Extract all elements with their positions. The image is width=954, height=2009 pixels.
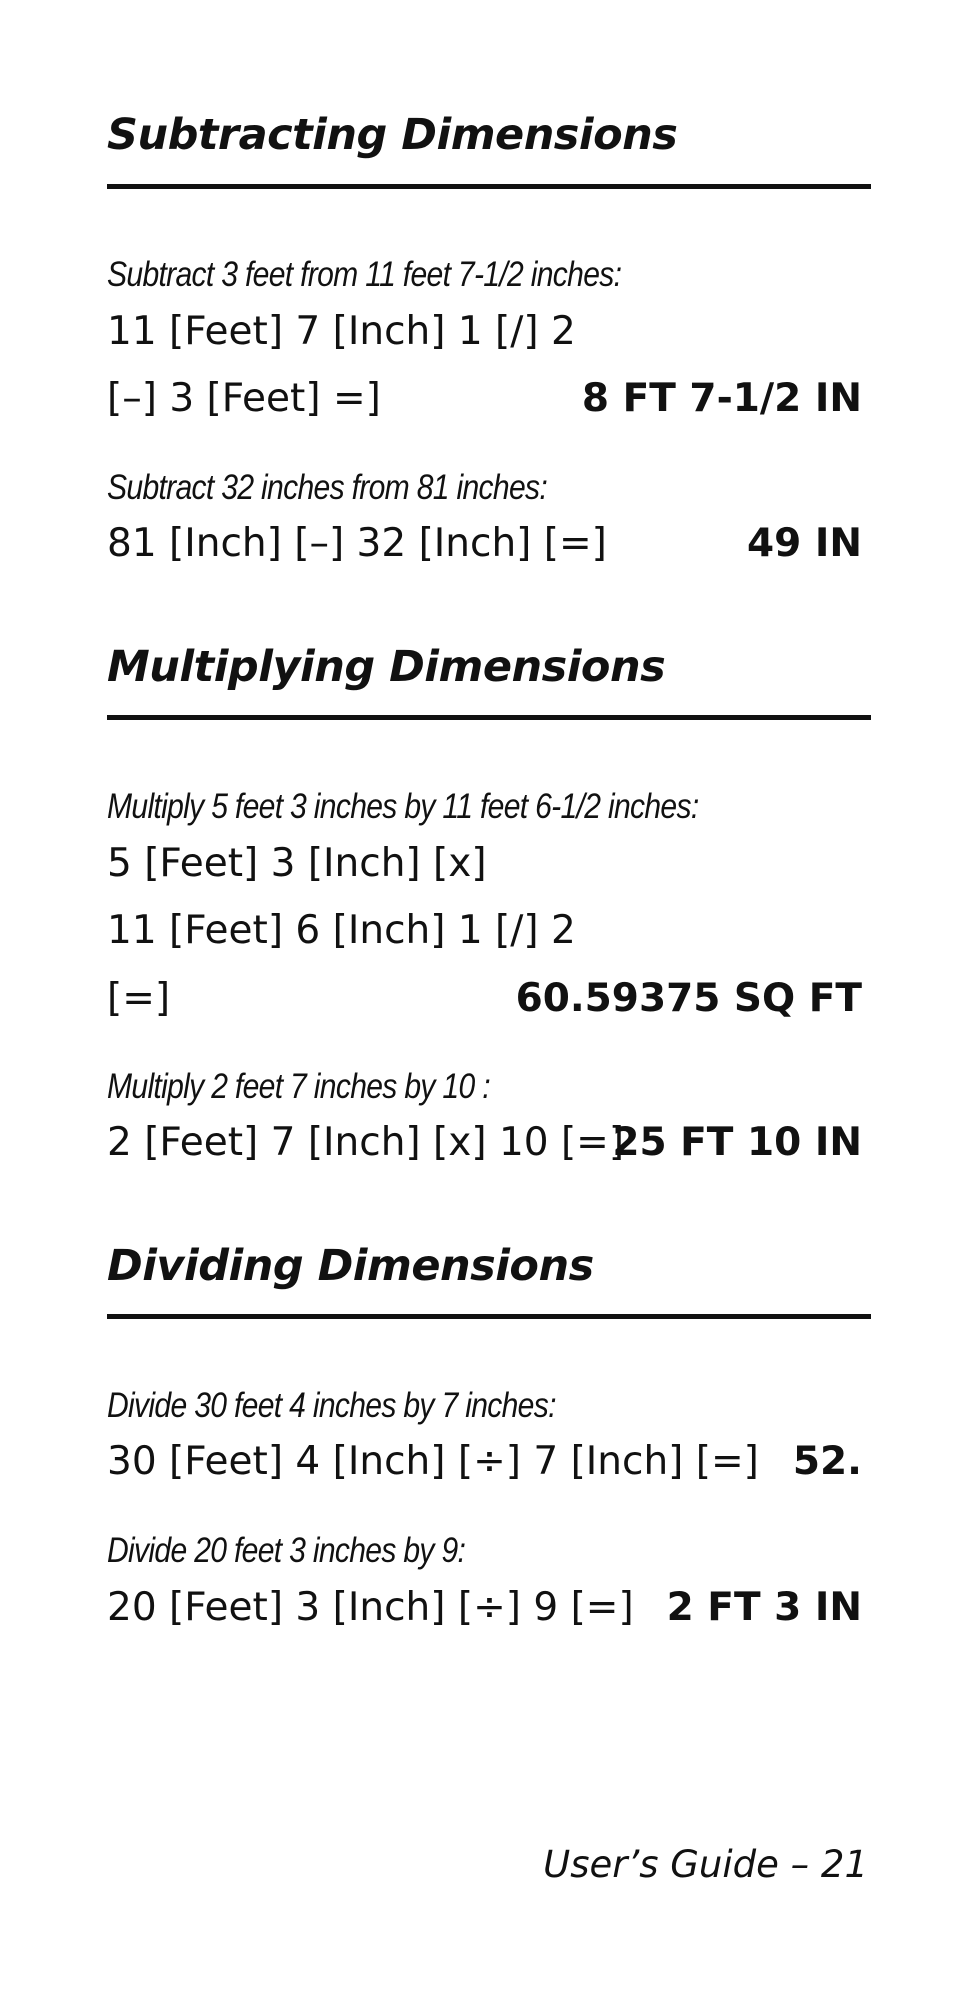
example-description: Divide 20 feet 3 inches by 9:: [107, 1531, 466, 1570]
section-title-subtracting: Subtracting Dimensions: [107, 110, 678, 160]
section-divider: [107, 1314, 871, 1319]
section-title-multiplying: Multiplying Dimensions: [107, 642, 666, 692]
example-description: Divide 30 feet 4 inches by 7 inches:: [107, 1386, 556, 1425]
keystroke-line: 2 [Feet] 7 [Inch] [x] 10 [=]: [107, 1120, 625, 1165]
keystroke-line: 11 [Feet] 6 [Inch] 1 [/] 2: [107, 908, 576, 953]
keystroke-line: 30 [Feet] 4 [Inch] [÷] 7 [Inch] [=]: [107, 1439, 759, 1484]
keystroke-line: 20 [Feet] 3 [Inch] [÷] 9 [=]: [107, 1585, 634, 1630]
example-description: Subtract 32 inches from 81 inches:: [107, 468, 548, 507]
result-value: 60.59375 SQ FT: [515, 976, 862, 1021]
example-description: Multiply 2 feet 7 inches by 10 :: [107, 1067, 490, 1106]
keystroke-line: [–] 3 [Feet] =]: [107, 376, 381, 421]
result-value: 8 FT 7-1/2 IN: [581, 376, 862, 421]
keystroke-line: 11 [Feet] 7 [Inch] 1 [/] 2: [107, 309, 576, 354]
result-value: 2 FT 3 IN: [666, 1585, 862, 1630]
example-description: Subtract 3 feet from 11 feet 7-1/2 inches:: [107, 255, 622, 294]
page-footer: User’s Guide – 21: [543, 1843, 868, 1886]
section-divider: [107, 715, 871, 720]
section-divider: [107, 184, 871, 189]
example-description: Multiply 5 feet 3 inches by 11 feet 6-1/2 inches:: [107, 787, 699, 826]
result-value: 25 FT 10 IN: [612, 1120, 862, 1165]
keystroke-line: 5 [Feet] 3 [Inch] [x]: [107, 841, 487, 886]
keystroke-line: [=]: [107, 976, 171, 1021]
result-value: 52.: [792, 1439, 862, 1484]
result-value: 49 IN: [746, 521, 862, 566]
keystroke-line: 81 [Inch] [–] 32 [Inch] [=]: [107, 521, 607, 566]
section-title-dividing: Dividing Dimensions: [107, 1241, 594, 1291]
